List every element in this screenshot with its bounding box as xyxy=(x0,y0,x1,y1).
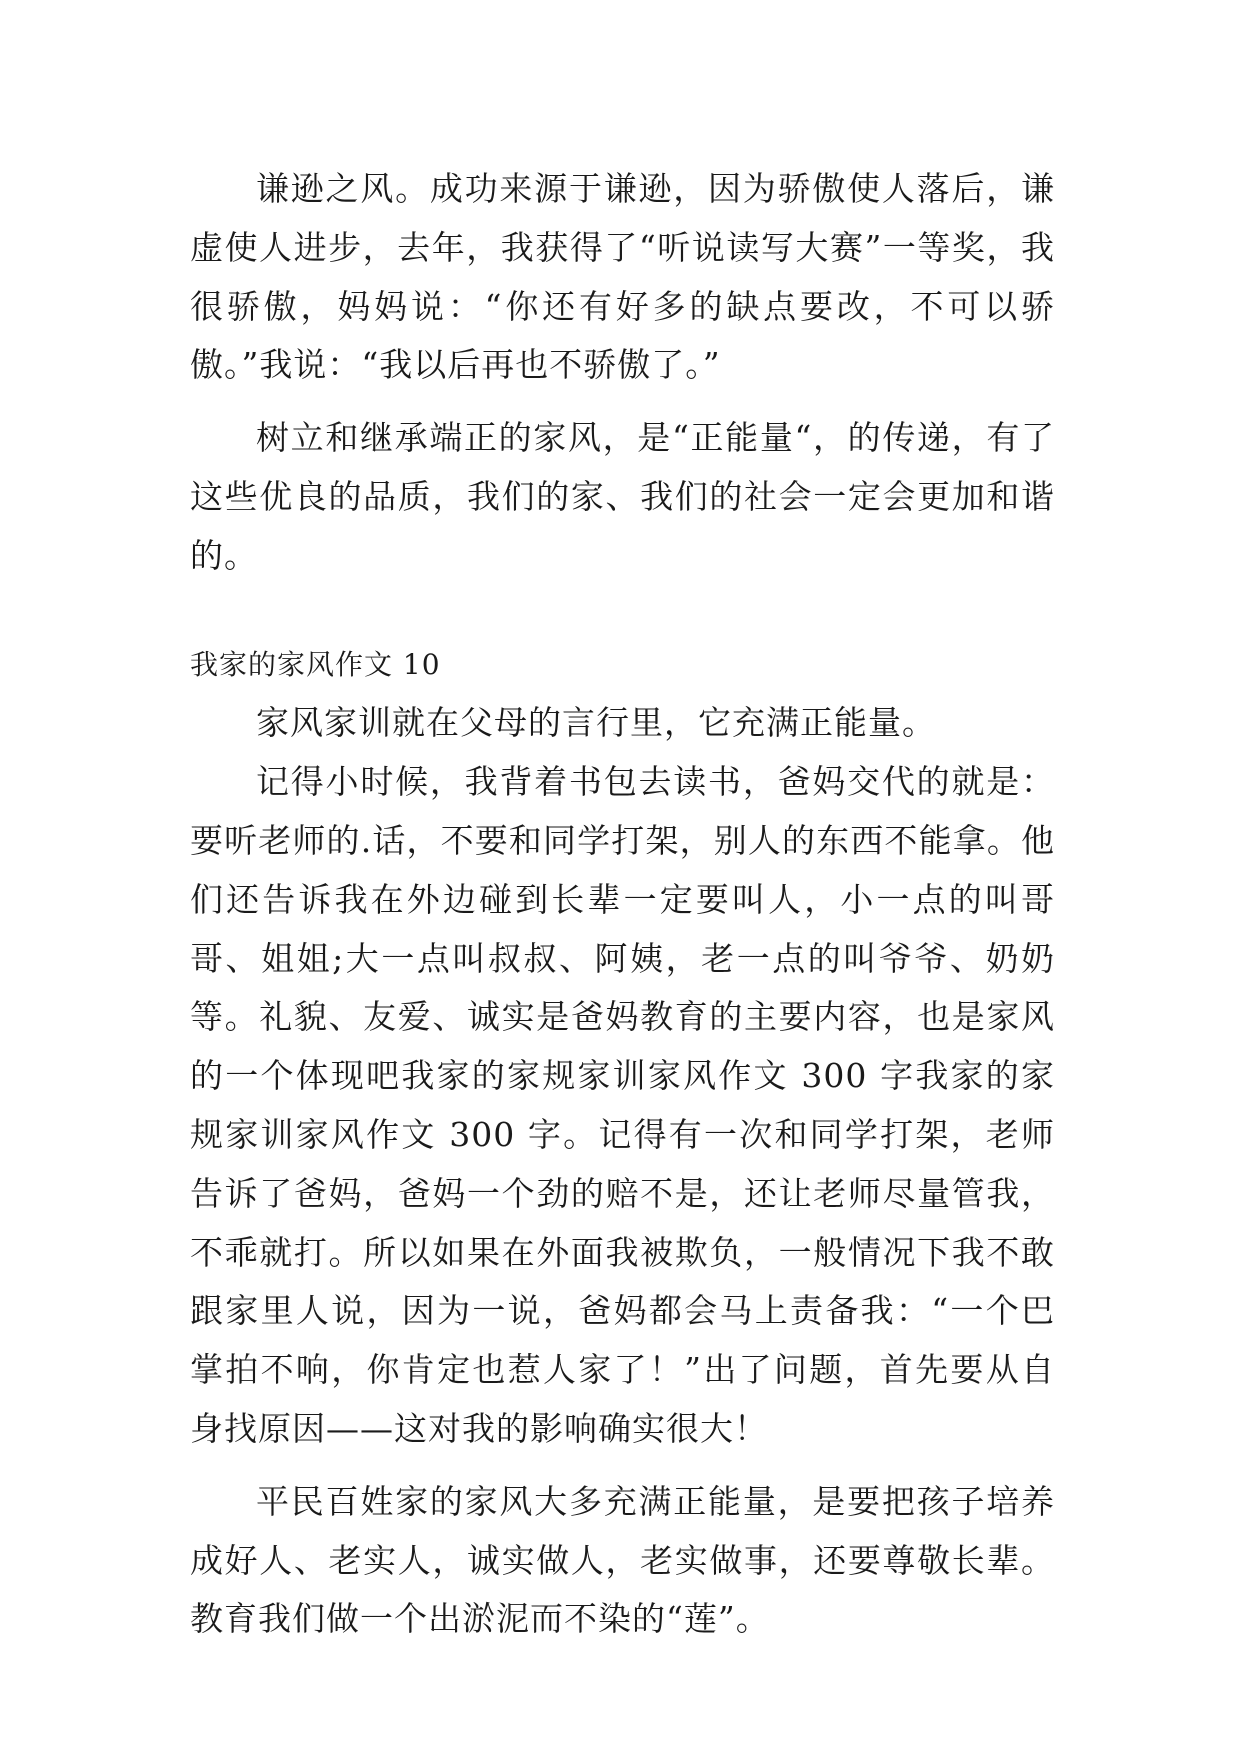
paragraph-intro: 家风家训就在父母的言行里，它充满正能量。 xyxy=(256,703,936,743)
section-title: 我家的家风作文 10 xyxy=(190,647,441,681)
paragraph-gap xyxy=(190,395,1055,409)
section-gap xyxy=(190,586,1055,636)
paragraph-humility: 谦逊之风。成功来源于谦逊，因为骄傲使人落后，谦虚使人进步，去年，我获得了“听说读写大赛”一等奖，我很骄傲，妈妈说：“你还有好多的缺点要改，不可以骄傲。”我说：“我以后再也不骄傲了。” xyxy=(190,169,1055,385)
paragraph-gap xyxy=(190,1459,1055,1473)
paragraph-lotus: 平民百姓家的家风大多充满正能量，是要把孩子培养成好人、老实人，诚实做人，老实做事，还要尊敬长辈。教育我们做一个出淤泥而不染的“莲”。 xyxy=(190,1481,1055,1639)
paragraph-childhood: 记得小时候，我背着书包去读书，爸妈交代的就是：要听老师的.话，不要和同学打架，别人的东西不能拿。他们还告诉我在外边碰到长辈一定要叫人，小一点的叫哥哥、姐姐;大一点叫叔叔、阿姨，老一点的叫爷爷、奶奶等。礼貌、友爱、诚实是爸妈教育的主要内容，也是家风的一个体现吧我家的家规家训家风作文 300 字我家的家规家训家风作文 300 字。记得有一次和同学打架，老师告诉了爸妈，爸妈一个劲的赔不是，还让老师尽量管我，不乖就打。所以如果在外面我被欺负，一般情况下我不敢跟家里人说，因为一说，爸妈都会马上责备我：“一个巴掌拍不响，你肯定也惹人家了！”出了问题，首先要从自身找原因——这对我的影响确实很大！ xyxy=(190,762,1055,1448)
document-page xyxy=(190,160,1055,1649)
paragraph-conclusion: 树立和继承端正的家风，是“正能量“，的传递，有了这些优良的品质，我们的家、我们的社会一定会更加和谐的。 xyxy=(190,418,1055,575)
